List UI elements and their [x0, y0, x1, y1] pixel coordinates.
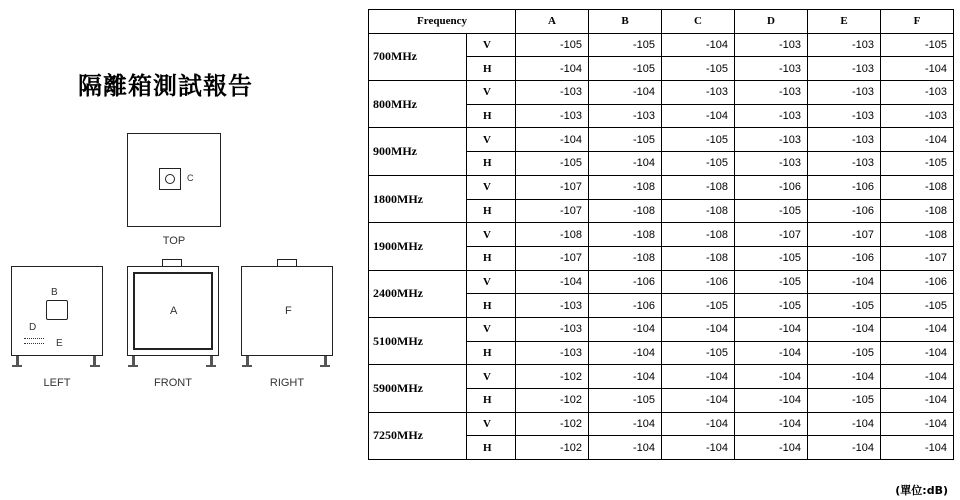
value-cell: -108 [881, 199, 954, 223]
frequency-cell: 5900MHz [369, 365, 467, 412]
table-row [369, 175, 954, 199]
value-cell: -107 [516, 246, 589, 270]
frequency-cell: 5100MHz [369, 317, 467, 364]
value-cell: -104 [808, 365, 881, 389]
value-cell: -107 [808, 223, 881, 247]
polarization-cell: V [467, 175, 516, 199]
value-cell: -102 [516, 365, 589, 389]
value-cell: -104 [735, 317, 808, 341]
value-cell: -103 [516, 317, 589, 341]
value-cell: -104 [881, 128, 954, 152]
value-cell: -106 [662, 270, 735, 294]
page-title: 隔離箱測試報告 [78, 72, 253, 100]
value-cell: -104 [881, 57, 954, 81]
value-cell: -104 [589, 81, 662, 105]
header-col-f: F [881, 10, 954, 34]
polarization-cell: H [467, 199, 516, 223]
front-view-foot [206, 365, 216, 367]
right-view-foot [320, 365, 330, 367]
left-view-box [11, 266, 103, 356]
right-view-label: RIGHT [269, 377, 305, 389]
value-cell: -104 [808, 317, 881, 341]
value-cell: -104 [662, 365, 735, 389]
value-cell: -103 [516, 294, 589, 318]
port-c-label: C [187, 173, 194, 183]
value-cell: -108 [662, 246, 735, 270]
unit-note: (單位:dB) [895, 484, 948, 497]
isolation-table [368, 9, 954, 460]
port-d-label: D [29, 322, 37, 333]
value-cell: -103 [808, 33, 881, 57]
frequency-cell: 1800MHz [369, 175, 467, 222]
frequency-cell: 800MHz [369, 81, 467, 128]
value-cell: -108 [662, 199, 735, 223]
value-cell: -104 [516, 270, 589, 294]
value-cell: -105 [662, 152, 735, 176]
value-cell: -103 [735, 104, 808, 128]
value-cell: -107 [516, 199, 589, 223]
right-view-box [241, 266, 333, 356]
value-cell: -103 [735, 57, 808, 81]
port-d-connector [24, 338, 44, 344]
polarization-cell: H [467, 294, 516, 318]
value-cell: -104 [516, 128, 589, 152]
value-cell: -108 [662, 223, 735, 247]
value-cell: -104 [589, 341, 662, 365]
polarization-cell: H [467, 246, 516, 270]
value-cell: -104 [589, 436, 662, 460]
left-view-foot [90, 365, 100, 367]
value-cell: -103 [881, 81, 954, 105]
value-cell: -103 [735, 128, 808, 152]
frequency-cell: 7250MHz [369, 412, 467, 459]
value-cell: -105 [589, 389, 662, 413]
value-cell: -103 [808, 81, 881, 105]
value-cell: -105 [735, 246, 808, 270]
value-cell: -105 [589, 57, 662, 81]
value-cell: -105 [662, 128, 735, 152]
value-cell: -104 [881, 389, 954, 413]
front-view-label: FRONT [154, 377, 192, 389]
header-col-b: B [589, 10, 662, 34]
value-cell: -105 [808, 341, 881, 365]
value-cell: -104 [881, 341, 954, 365]
value-cell: -104 [662, 389, 735, 413]
left-view-foot [12, 365, 22, 367]
value-cell: -105 [589, 128, 662, 152]
table-row [369, 365, 954, 389]
polarization-cell: H [467, 436, 516, 460]
value-cell: -107 [735, 223, 808, 247]
polarization-cell: V [467, 270, 516, 294]
table-row [369, 81, 954, 105]
value-cell: -103 [516, 81, 589, 105]
value-cell: -104 [516, 57, 589, 81]
value-cell: -105 [881, 152, 954, 176]
polarization-cell: H [467, 341, 516, 365]
value-cell: -105 [735, 270, 808, 294]
value-cell: -102 [516, 412, 589, 436]
value-cell: -106 [808, 199, 881, 223]
frequency-cell: 2400MHz [369, 270, 467, 317]
polarization-cell: H [467, 104, 516, 128]
value-cell: -105 [662, 294, 735, 318]
value-cell: -106 [735, 175, 808, 199]
value-cell: -104 [735, 365, 808, 389]
header-col-c: C [662, 10, 735, 34]
table-row [369, 33, 954, 57]
polarization-cell: V [467, 317, 516, 341]
value-cell: -104 [808, 436, 881, 460]
value-cell: -107 [516, 175, 589, 199]
header-col-e: E [808, 10, 881, 34]
value-cell: -108 [516, 223, 589, 247]
value-cell: -105 [662, 57, 735, 81]
value-cell: -103 [881, 104, 954, 128]
frequency-cell: 900MHz [369, 128, 467, 175]
value-cell: -102 [516, 389, 589, 413]
value-cell: -104 [589, 412, 662, 436]
value-cell: -103 [516, 104, 589, 128]
port-f-label: F [285, 305, 292, 317]
table-row [369, 128, 954, 152]
value-cell: -105 [516, 33, 589, 57]
value-cell: -107 [881, 246, 954, 270]
value-cell: -104 [735, 412, 808, 436]
front-view-foot [128, 365, 138, 367]
value-cell: -105 [808, 294, 881, 318]
value-cell: -103 [808, 104, 881, 128]
table-row [369, 317, 954, 341]
port-c-connector [159, 168, 181, 190]
value-cell: -108 [881, 175, 954, 199]
value-cell: -104 [589, 365, 662, 389]
value-cell: -108 [589, 223, 662, 247]
value-cell: -103 [808, 128, 881, 152]
value-cell: -106 [808, 175, 881, 199]
value-cell: -104 [662, 317, 735, 341]
polarization-cell: H [467, 152, 516, 176]
header-frequency: Frequency [369, 10, 516, 34]
value-cell: -104 [735, 436, 808, 460]
value-cell: -104 [881, 412, 954, 436]
table-row [369, 223, 954, 247]
value-cell: -103 [589, 104, 662, 128]
value-cell: -106 [881, 270, 954, 294]
value-cell: -104 [808, 270, 881, 294]
polarization-cell: V [467, 412, 516, 436]
port-e-label: E [56, 338, 63, 349]
polarization-cell: H [467, 57, 516, 81]
value-cell: -104 [808, 412, 881, 436]
value-cell: -104 [881, 365, 954, 389]
value-cell: -105 [881, 33, 954, 57]
value-cell: -108 [589, 175, 662, 199]
top-view-box [127, 133, 221, 227]
value-cell: -106 [808, 246, 881, 270]
value-cell: -104 [662, 33, 735, 57]
table-row [369, 412, 954, 436]
header-col-a: A [516, 10, 589, 34]
left-view-label: LEFT [43, 377, 71, 389]
frequency-cell: 1900MHz [369, 223, 467, 270]
value-cell: -104 [662, 436, 735, 460]
value-cell: -104 [735, 389, 808, 413]
value-cell: -108 [662, 175, 735, 199]
polarization-cell: V [467, 223, 516, 247]
polarization-cell: V [467, 33, 516, 57]
value-cell: -103 [808, 57, 881, 81]
value-cell: -104 [662, 104, 735, 128]
polarization-cell: V [467, 81, 516, 105]
value-cell: -106 [589, 294, 662, 318]
value-cell: -103 [808, 152, 881, 176]
value-cell: -105 [881, 294, 954, 318]
value-cell: -104 [881, 436, 954, 460]
value-cell: -104 [881, 317, 954, 341]
value-cell: -103 [735, 33, 808, 57]
value-cell: -105 [516, 152, 589, 176]
right-view-foot [242, 365, 252, 367]
value-cell: -102 [516, 436, 589, 460]
connector-icon [165, 174, 175, 184]
value-cell: -103 [516, 341, 589, 365]
polarization-cell: V [467, 365, 516, 389]
port-a-label: A [170, 305, 178, 317]
value-cell: -105 [808, 389, 881, 413]
value-cell: -108 [589, 199, 662, 223]
value-cell: -104 [589, 152, 662, 176]
value-cell: -103 [735, 81, 808, 105]
front-view-box [127, 266, 219, 356]
port-b-connector [46, 300, 68, 320]
value-cell: -104 [662, 412, 735, 436]
value-cell: -103 [662, 81, 735, 105]
value-cell: -105 [735, 294, 808, 318]
value-cell: -103 [735, 152, 808, 176]
port-b-label: B [51, 287, 58, 298]
frequency-cell: 700MHz [369, 33, 467, 80]
table-header-row [369, 10, 954, 34]
value-cell: -105 [589, 33, 662, 57]
table-row [369, 270, 954, 294]
value-cell: -104 [589, 317, 662, 341]
value-cell: -105 [735, 199, 808, 223]
top-view-label: TOP [162, 235, 186, 247]
value-cell: -108 [881, 223, 954, 247]
value-cell: -106 [589, 270, 662, 294]
polarization-cell: H [467, 389, 516, 413]
header-col-d: D [735, 10, 808, 34]
value-cell: -104 [735, 341, 808, 365]
polarization-cell: V [467, 128, 516, 152]
value-cell: -108 [589, 246, 662, 270]
value-cell: -105 [662, 341, 735, 365]
